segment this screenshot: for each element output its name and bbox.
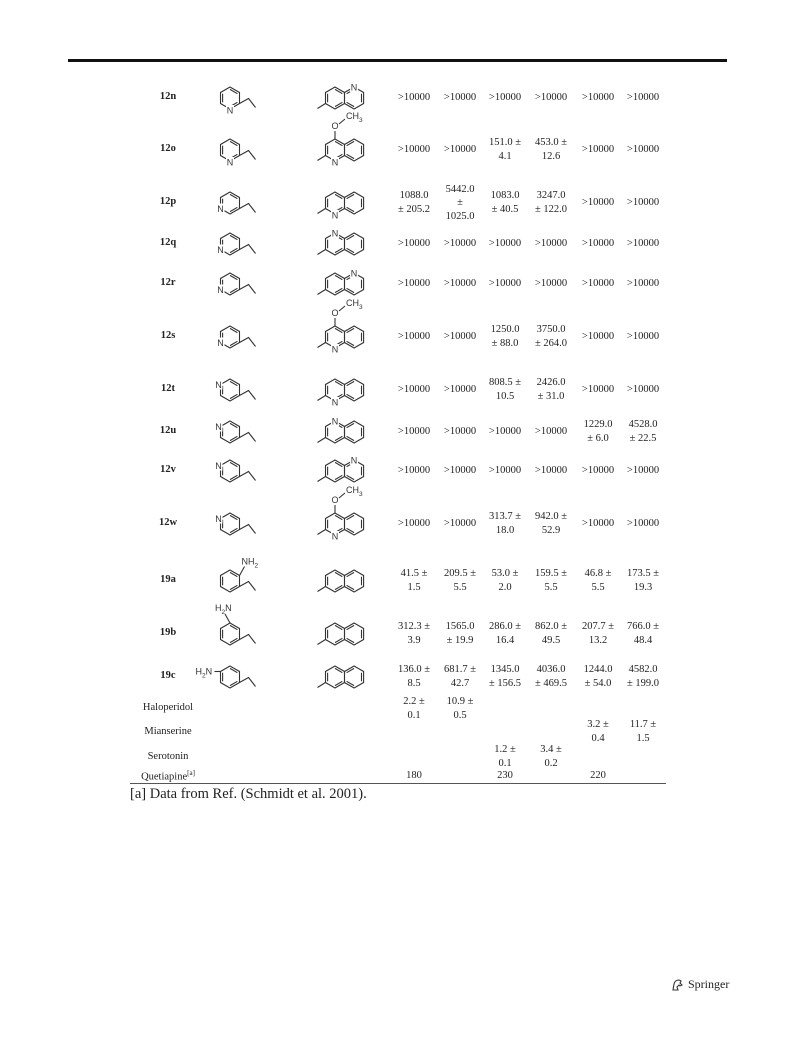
- compound-id: 12q: [159, 237, 177, 248]
- table-cell: >10000: [443, 278, 477, 290]
- compound-id: 12p: [159, 196, 177, 207]
- table-cell: 220: [590, 770, 606, 782]
- compound-id: 12u: [159, 425, 177, 436]
- table-cell: 1229.0 ± 6.0: [583, 419, 613, 444]
- table-cell: >10000: [488, 465, 522, 477]
- compound-id: 12w: [158, 517, 178, 528]
- table-cell: 2.2 ± 0.1: [403, 696, 425, 721]
- svg-text:CH3: $CH_3$: [346, 298, 363, 311]
- bottom-rule: [130, 783, 666, 784]
- svg-text:N: N: [217, 285, 224, 295]
- svg-text:NH2: $NH_2$: [241, 556, 259, 570]
- svg-text:N: N: [217, 245, 224, 255]
- left-fragment-structure: [200, 128, 290, 176]
- table-cell: 5442.0 ± 1025.0: [445, 183, 475, 222]
- table-cell: 312.3 ± 3.9: [397, 621, 430, 646]
- svg-text:N: N: [331, 228, 339, 239]
- right-fragment-structure: [310, 485, 390, 550]
- table-cell: 180: [406, 770, 422, 782]
- table-cell: 942.0 ± 52.9: [534, 511, 567, 536]
- table-cell: >10000: [397, 518, 431, 530]
- left-fragment-structure: [200, 262, 290, 310]
- table-cell: 3247.0 ± 122.0: [534, 190, 567, 215]
- table-cell: >10000: [581, 197, 615, 209]
- compound-id: 12s: [160, 330, 176, 341]
- table-cell: >10000: [534, 278, 568, 290]
- table-cell: >10000: [443, 518, 477, 530]
- footnote: [a] Data from Ref. (Schmidt et al. 2001).: [130, 786, 367, 802]
- table-cell: 207.7 ± 13.2: [581, 621, 614, 646]
- table-cell: >10000: [626, 384, 660, 396]
- table-cell: 4528.0 ± 22.5: [628, 419, 658, 444]
- table-cell: >10000: [581, 278, 615, 290]
- table-cell: 159.5 ± 5.5: [534, 568, 567, 593]
- table-cell: 4036.0 ± 469.5: [534, 664, 567, 689]
- left-fragment-structure: [200, 76, 290, 124]
- table-cell: >10000: [581, 518, 615, 530]
- table-cell: >10000: [397, 384, 431, 396]
- left-fragment-structure: [200, 502, 290, 550]
- table-cell: >10000: [534, 465, 568, 477]
- table-cell: >10000: [581, 465, 615, 477]
- reference-compound-name: Quetiapine[a]: [141, 769, 195, 783]
- table-cell: 3750.0 ± 264.0: [534, 324, 567, 349]
- table-cell: 681.7 ± 42.7: [443, 664, 476, 689]
- table-cell: 4582.0 ± 199.0: [626, 664, 659, 689]
- table-cell: >10000: [488, 92, 522, 104]
- table-cell: >10000: [488, 238, 522, 250]
- table-cell: 808.5 ± 10.5: [488, 377, 521, 402]
- table-cell: >10000: [626, 197, 660, 209]
- svg-text:O: O: [331, 495, 339, 505]
- svg-text:N: N: [215, 461, 222, 471]
- svg-text:H2N: $H_2N$: [195, 666, 213, 680]
- left-fragment-structure: [200, 603, 290, 660]
- table-cell: 1345.0 ± 156.5: [488, 664, 521, 689]
- table-cell: >10000: [488, 278, 522, 290]
- compound-id: 19c: [160, 670, 176, 681]
- publisher-name: Springer: [688, 977, 730, 991]
- table-cell: 1244.0 ± 54.0: [583, 664, 613, 689]
- table-cell: 313.7 ± 18.0: [488, 511, 521, 536]
- table-cell: >10000: [443, 144, 477, 156]
- svg-text:N: N: [331, 157, 339, 168]
- table-cell: 209.5 ± 5.5: [443, 568, 476, 593]
- table-cell: 173.5 ± 19.3: [626, 568, 659, 593]
- table-cell: 11.7 ± 1.5: [629, 719, 657, 744]
- table-cell: >10000: [626, 144, 660, 156]
- svg-text:N: N: [215, 514, 222, 524]
- table-cell: >10000: [534, 426, 568, 438]
- compound-id: 12t: [161, 383, 175, 394]
- table-cell: >10000: [443, 238, 477, 250]
- compound-id: 19a: [160, 574, 176, 585]
- svg-text:N: N: [331, 397, 339, 408]
- table-cell: >10000: [443, 426, 477, 438]
- table-cell: 46.8 ± 5.5: [584, 568, 612, 593]
- left-fragment-structure: [200, 315, 290, 363]
- table-cell: >10000: [397, 465, 431, 477]
- table-cell: 230: [497, 770, 513, 782]
- svg-text:N: N: [226, 105, 234, 116]
- table-cell: 151.0 ± 4.1: [488, 137, 521, 162]
- table-cell: 2426.0 ± 31.0: [536, 377, 566, 402]
- svg-text:N: N: [331, 416, 339, 427]
- svg-text:N: N: [215, 422, 222, 432]
- table-cell: 766.0 ± 48.4: [626, 621, 659, 646]
- svg-text:N: N: [331, 344, 339, 355]
- table-cell: 862.0 ± 49.5: [534, 621, 567, 646]
- compound-id: 12r: [160, 277, 176, 288]
- table-cell: >10000: [397, 278, 431, 290]
- svg-text:O: O: [331, 308, 339, 318]
- table-cell: 41.5 ± 1.5: [400, 568, 428, 593]
- right-fragment-structure: [310, 298, 390, 363]
- table-cell: >10000: [534, 238, 568, 250]
- table-cell: >10000: [581, 238, 615, 250]
- table-cell: >10000: [443, 465, 477, 477]
- svg-text:N: N: [217, 338, 224, 348]
- top-rule: [68, 59, 727, 62]
- left-fragment-structure: [200, 368, 290, 416]
- left-fragment-structure: [195, 655, 290, 703]
- table-cell: 1083.0 ± 40.5: [490, 190, 520, 215]
- table-cell: >10000: [626, 331, 660, 343]
- table-cell: >10000: [397, 144, 431, 156]
- table-cell: 3.4 ± 0.2: [540, 744, 562, 769]
- svg-text:O: O: [331, 121, 339, 131]
- left-fragment-structure: [200, 449, 290, 497]
- svg-text:N: N: [331, 210, 339, 221]
- table-cell: 1565.0 ± 19.9: [445, 621, 475, 646]
- right-fragment-structure: [310, 555, 390, 607]
- right-fragment-structure: [310, 111, 390, 176]
- svg-text:CH3: $CH_3$: [346, 111, 363, 124]
- table-cell: >10000: [397, 238, 431, 250]
- table-cell: >10000: [581, 92, 615, 104]
- table-cell: 10.9 ± 0.5: [446, 696, 474, 721]
- svg-text:N: N: [350, 82, 358, 93]
- table-cell: 3.2 ± 0.4: [587, 719, 609, 744]
- table-cell: >10000: [581, 384, 615, 396]
- table-cell: 1.2 ± 0.1: [494, 744, 516, 769]
- springer-horse-icon: [671, 978, 685, 992]
- compound-id: 12v: [160, 464, 176, 475]
- reference-compound-name: Mianserine: [144, 726, 192, 737]
- reference-compound-name: Haloperidol: [142, 702, 194, 713]
- table-cell: 53.0 ± 2.0: [491, 568, 519, 593]
- table-cell: >10000: [443, 384, 477, 396]
- svg-text:N: N: [350, 268, 358, 279]
- table-cell: 286.0 ± 16.4: [488, 621, 521, 646]
- right-fragment-structure: [310, 651, 390, 703]
- svg-text:CH3: $CH_3$: [346, 485, 363, 498]
- reference-compound-name: Serotonin: [147, 751, 189, 762]
- table-cell: >10000: [581, 331, 615, 343]
- springer-logo: [671, 977, 729, 992]
- table-cell: >10000: [397, 92, 431, 104]
- table-cell: >10000: [443, 331, 477, 343]
- table-cell: >10000: [534, 92, 568, 104]
- table-cell: >10000: [626, 278, 660, 290]
- svg-text:N: N: [217, 204, 224, 214]
- left-fragment-structure: [200, 556, 290, 607]
- table-cell: >10000: [626, 238, 660, 250]
- table-cell: >10000: [626, 92, 660, 104]
- table-cell: 1088.0 ± 205.2: [397, 190, 430, 215]
- table-cell: >10000: [397, 331, 431, 343]
- table-cell: >10000: [626, 465, 660, 477]
- svg-text:N: N: [215, 380, 222, 390]
- svg-text:N: N: [226, 157, 234, 168]
- table-cell: >10000: [626, 518, 660, 530]
- compound-id: 19b: [159, 627, 177, 638]
- table-cell: 453.0 ± 12.6: [534, 137, 567, 162]
- svg-text:H2N: $H_2N$: [215, 603, 232, 616]
- table-cell: >10000: [581, 144, 615, 156]
- compound-id: 12n: [159, 91, 177, 102]
- table-cell: >10000: [488, 426, 522, 438]
- svg-text:N: N: [331, 531, 339, 542]
- svg-text:N: N: [350, 455, 358, 466]
- compound-id: 12o: [160, 143, 176, 154]
- table-cell: >10000: [443, 92, 477, 104]
- table-cell: >10000: [397, 426, 431, 438]
- table-cell: 136.0 ± 8.5: [397, 664, 430, 689]
- table-cell: 1250.0 ± 88.0: [490, 324, 520, 349]
